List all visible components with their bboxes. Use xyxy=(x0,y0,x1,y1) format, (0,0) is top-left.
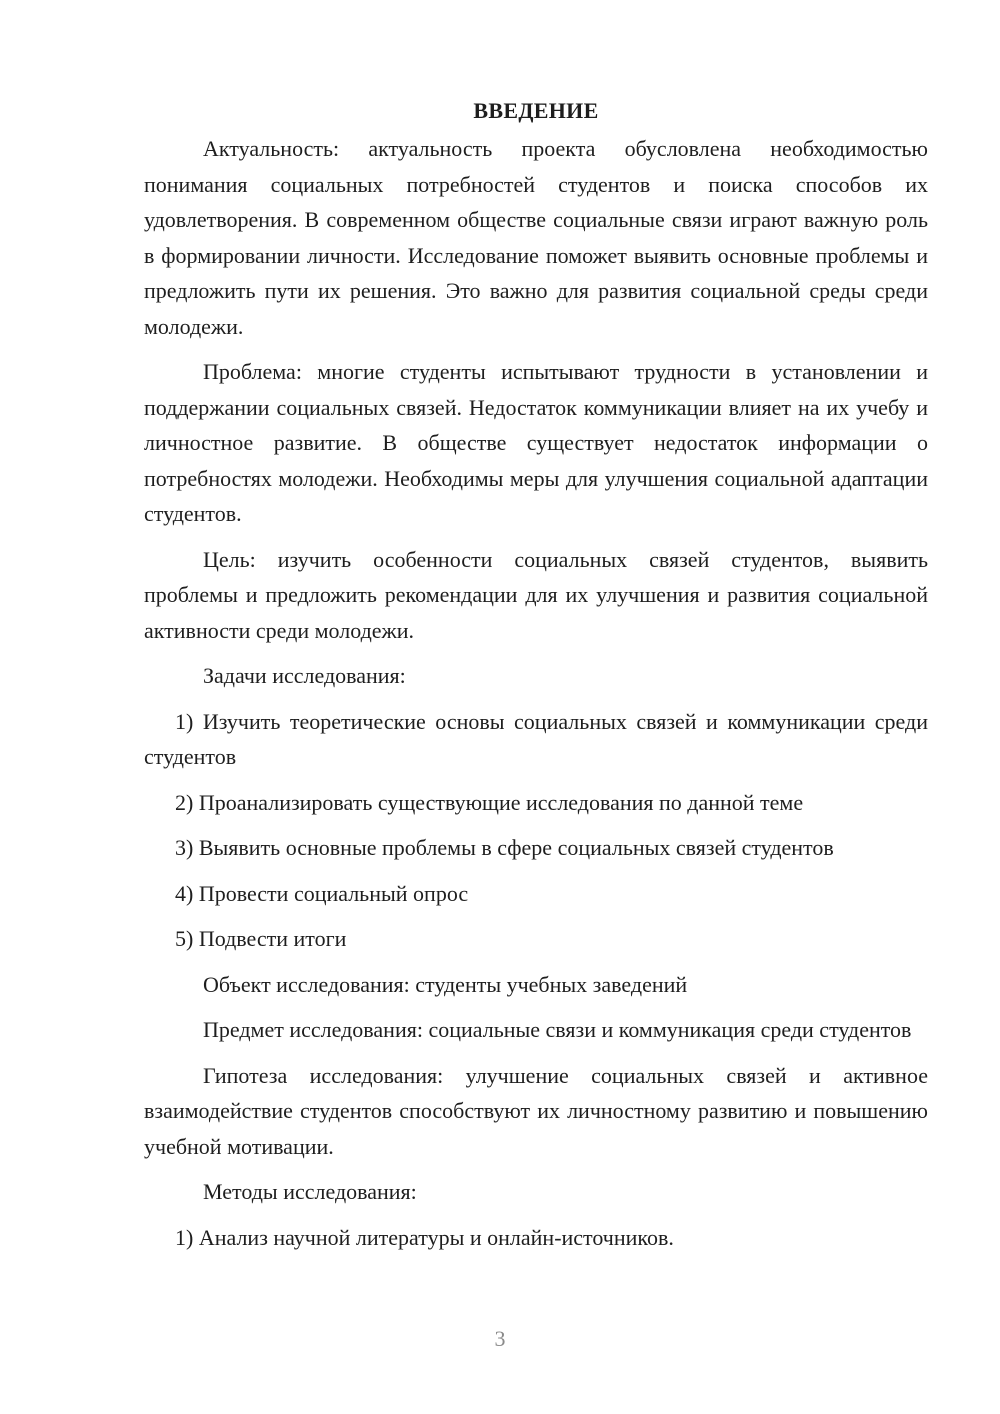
page-number: 3 xyxy=(494,1326,506,1351)
methods-heading: Методы исследования: xyxy=(203,1179,417,1204)
goal-paragraph: Цель: изучить особенности социальных связей студентов, выявить проблемы и предложить рекомендации для их улучшения и развития социальной активности среди молодежи. xyxy=(144,546,928,643)
object-paragraph: Объект исследования: студенты учебных заведений xyxy=(203,971,688,997)
hypothesis-paragraph: Гипотеза исследования: улучшение социальных связей и активное взаимодействие студентов способствуют их личностному развитию и повышению учебной мотивации. xyxy=(144,1062,928,1159)
task-item-1: 1) Изучить теоретические основы социальных связей и коммуникации среди студентов xyxy=(144,708,928,769)
page-title: ВВЕДЕНИЕ xyxy=(473,98,599,123)
task-item-2: 2) Проанализировать существующие исследования по данной теме xyxy=(175,789,804,815)
page-content xyxy=(144,94,928,1265)
task-item-5: 5) Подвести итоги xyxy=(175,926,347,951)
tasks-heading: Задачи исследования: xyxy=(203,663,406,688)
method-item-1: 1) Анализ научной литературы и онлайн-источников. xyxy=(175,1224,674,1250)
relevance-paragraph: Актуальность: актуальность проекта обусловлена необходимостью понимания социальных потребностей студентов и поиска способов их удовлетворения. В современном обществе социальные связи играют важную роль в формировании личности. Исследование поможет выявить основные проблемы и предложить пути их решения. Это важно для развития социальной среды среди молодежи. xyxy=(144,136,928,339)
task-item-3: 3) Выявить основные проблемы в сфере социальных связей студентов xyxy=(175,835,834,860)
subject-paragraph: Предмет исследования: социальные связи и коммуникация среди студентов xyxy=(203,1017,912,1042)
task-item-4: 4) Провести социальный опрос xyxy=(175,880,469,906)
problem-paragraph: Проблема: многие студенты испытывают трудности в установлении и поддержании социальных связей. Недостаток коммуникации влияет на их учебу и личностное развитие. В обществе существует недостаток информации о потребностях молодежи. Необходимы меры для улучшения социальной адаптации студентов. xyxy=(144,359,928,526)
